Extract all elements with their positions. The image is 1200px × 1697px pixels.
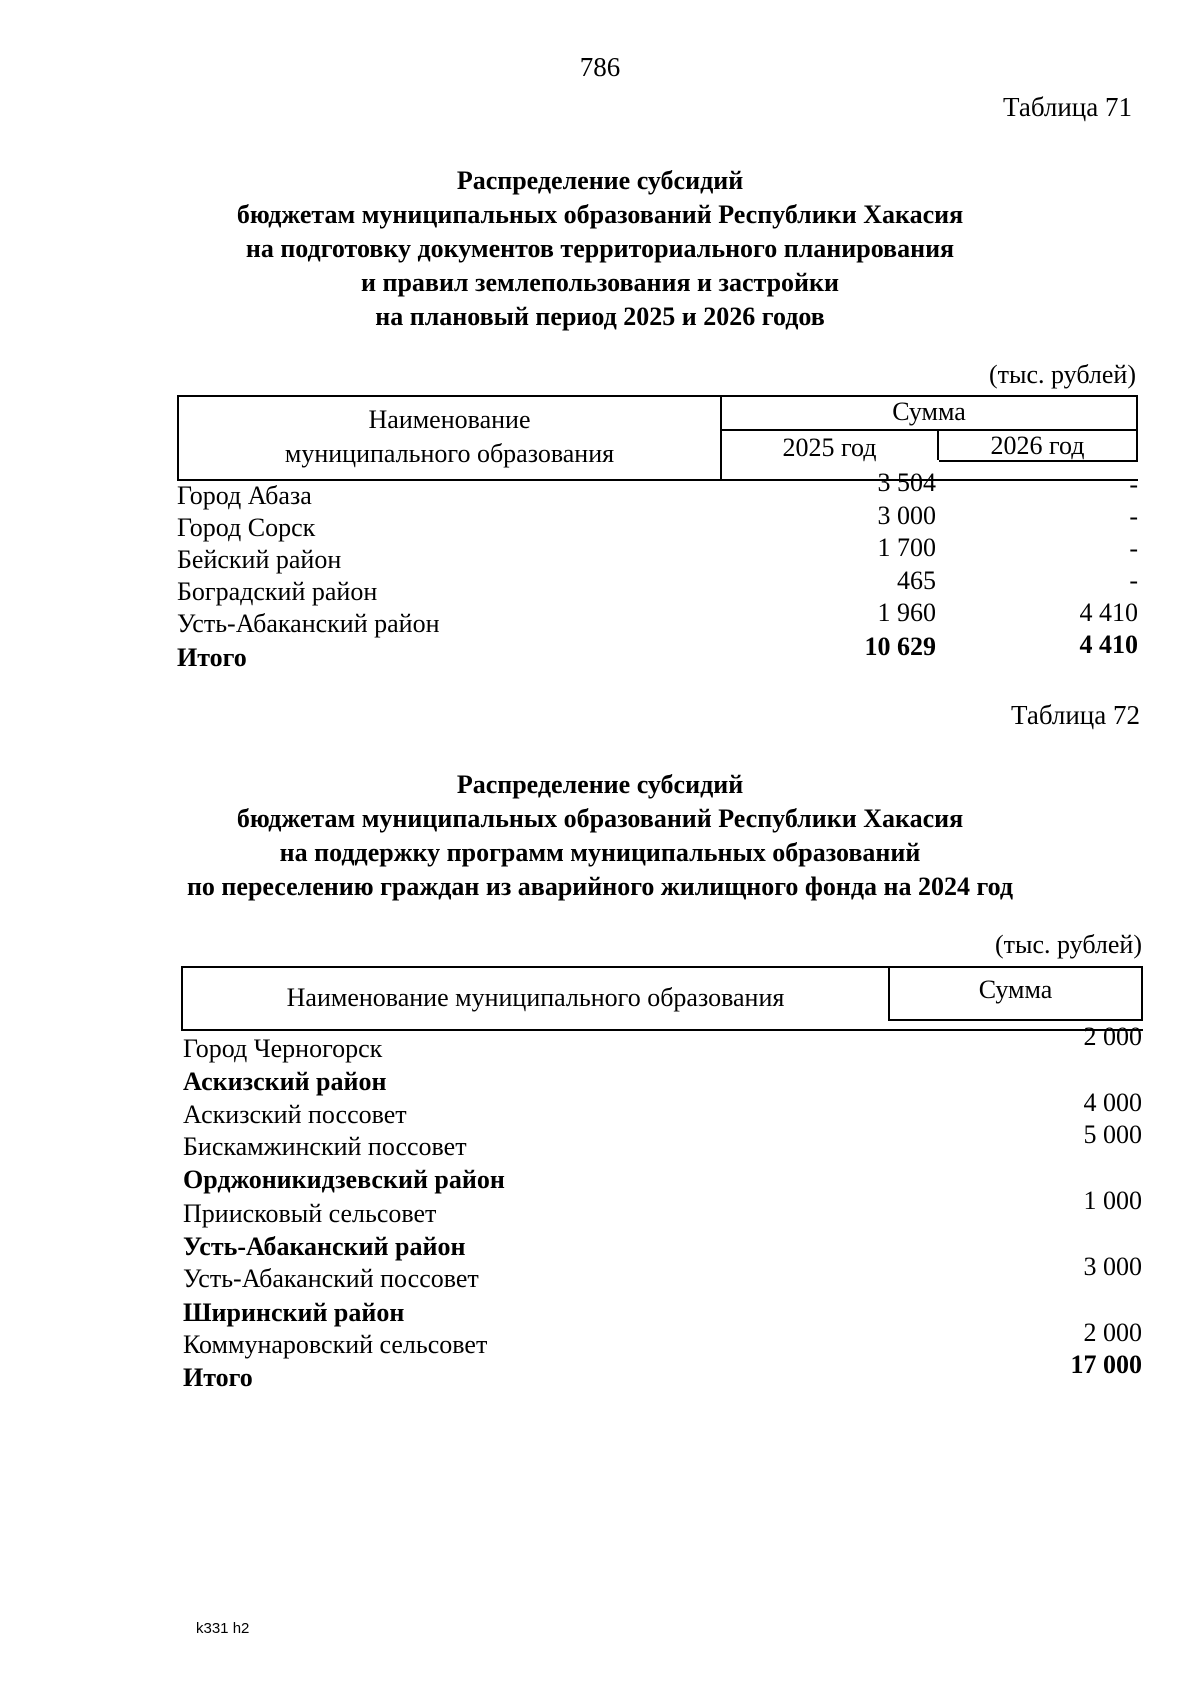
- table-72-label: Таблица 72: [1011, 700, 1140, 730]
- row-value-2026: 4 410: [1079, 598, 1138, 627]
- row-name: Бейский район: [177, 545, 342, 574]
- page-number: 786: [579, 52, 621, 82]
- row-name: Коммунаровский сельсовет: [183, 1330, 488, 1359]
- total-label: Итого: [183, 1363, 253, 1392]
- title-line: на подготовку документов территориального планирования: [245, 234, 955, 263]
- row-name: Аскизский поссовет: [183, 1100, 407, 1129]
- row-value-2025: 1 700: [877, 533, 936, 562]
- header-name-line2: муниципального образования: [284, 439, 615, 468]
- row-value: 4 000: [1083, 1088, 1142, 1117]
- row-value-2026: -: [1129, 502, 1138, 531]
- header-name-line1: Наименование: [368, 405, 531, 434]
- total-value-2025: 10 629: [864, 632, 936, 661]
- title-line: Распределение субсидий: [456, 166, 744, 195]
- total-label: Итого: [177, 643, 247, 672]
- header-name: Наименование муниципального образования: [286, 983, 785, 1012]
- row-name: Приисковый сельсовет: [183, 1199, 437, 1228]
- row-value-2025: 1 960: [877, 598, 936, 627]
- row-name: Бискамжинский поссовет: [183, 1132, 467, 1161]
- row-value: 2 000: [1083, 1318, 1142, 1347]
- row-value-2025: 3 000: [877, 501, 936, 530]
- title-line: бюджетам муниципальных образований Республики Хакасия: [236, 200, 964, 229]
- title-line: Распределение субсидий: [456, 770, 744, 799]
- row-value-2025: 3 504: [877, 468, 936, 497]
- row-value: 5 000: [1083, 1120, 1142, 1149]
- table-72-title: [150, 768, 1050, 904]
- row-name: Город Черногорск: [183, 1034, 383, 1063]
- row-value: 3 000: [1083, 1252, 1142, 1281]
- table-72-unit: (тыс. рублей): [994, 930, 1142, 959]
- header-year-2025: 2025 год: [782, 433, 877, 462]
- row-name: Усть-Абаканский район: [177, 609, 440, 638]
- row-name: Город Сорск: [177, 513, 316, 542]
- row-value-2026: -: [1129, 470, 1138, 499]
- table-71-label: Таблица 71: [1003, 92, 1132, 122]
- row-value-2026: -: [1129, 534, 1138, 563]
- row-name: Орджоникидзевский район: [183, 1165, 505, 1194]
- title-line: по переселению граждан из аварийного жилищного фонда на 2024 год: [186, 872, 1014, 901]
- row-name: Ширинский район: [183, 1298, 405, 1327]
- total-value: 17 000: [1070, 1350, 1142, 1379]
- row-name: Город Абаза: [177, 481, 312, 510]
- table-71-title: [150, 164, 1050, 334]
- row-value: 1 000: [1083, 1186, 1142, 1215]
- header-sum: Сумма: [978, 975, 1053, 1004]
- row-name: Аскизский район: [183, 1067, 387, 1096]
- title-line: и правил землепользования и застройки: [360, 268, 839, 297]
- total-value-2026: 4 410: [1079, 630, 1138, 659]
- header-year-2026: 2026 год: [990, 431, 1085, 460]
- table-71-unit: (тыс. рублей): [988, 360, 1136, 389]
- row-name: Усть-Абаканский поссовет: [183, 1264, 479, 1293]
- footer-code: k331 h2: [196, 1620, 250, 1637]
- row-value-2026: -: [1129, 566, 1138, 595]
- title-line: на плановый период 2025 и 2026 годов: [375, 302, 825, 331]
- row-name: Усть-Абаканский район: [183, 1232, 466, 1261]
- row-value-2025: 465: [897, 566, 936, 595]
- title-line: бюджетам муниципальных образований Республики Хакасия: [236, 804, 964, 833]
- row-value: 2 000: [1083, 1022, 1142, 1051]
- row-name: Боградский район: [177, 577, 378, 606]
- header-sum: Сумма: [892, 397, 966, 426]
- title-line: на поддержку программ муниципальных образований: [279, 838, 921, 867]
